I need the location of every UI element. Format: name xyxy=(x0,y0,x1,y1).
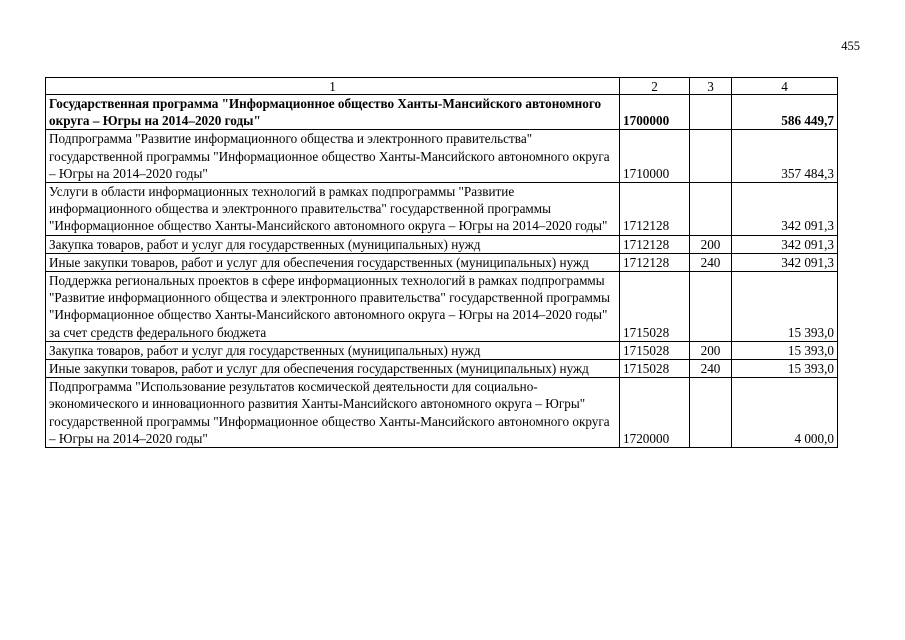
row-name-cell: Подпрограмма "Использование результатов космической деятельности для социально-экономического и инновационного развития Ханты-Мансийского автономного округа – Югры" государственной программы "Информационное общество Ханты-Мансийского автономного округа – Югры на 2014–2020 годы" xyxy=(46,378,620,448)
row-expense-type-cell xyxy=(690,95,732,130)
row-name-cell: Закупка товаров, работ и услуг для государственных (муниципальных) нужд xyxy=(46,341,620,359)
row-expense-type-cell: 240 xyxy=(690,360,732,378)
row-name-cell: Подпрограмма "Развитие информационного общества и электронного правительства" государственной программы "Информационное общество Ханты-Мансийского автономного округа – Югры на 2014–2020 годы" xyxy=(46,130,620,183)
column-header-2: 2 xyxy=(620,78,690,95)
table-row xyxy=(46,253,838,271)
table-row xyxy=(46,95,838,130)
row-code-cell: 1700000 xyxy=(620,95,690,130)
row-code-cell: 1715028 xyxy=(620,272,690,342)
row-name-cell: Услуги в области информационных технологий в рамках подпрограммы "Развитие информационного общества и электронного правительства" государственной программы "Информационное общество Ханты-Мансийского автономного округа – Югры на 2014–2020 годы" xyxy=(46,183,620,236)
row-amount-cell: 586 449,7 xyxy=(732,95,838,130)
row-amount-cell: 15 393,0 xyxy=(732,272,838,342)
row-expense-type-cell: 240 xyxy=(690,253,732,271)
table-row xyxy=(46,183,838,236)
column-header-1: 1 xyxy=(46,78,620,95)
header-row xyxy=(46,78,838,95)
row-amount-cell: 342 091,3 xyxy=(732,183,838,236)
row-name-cell: Поддержка региональных проектов в сфере информационных технологий в рамках подпрограммы "Развитие информационного общества и электронного правительства" государственной программы "Информационное общество Ханты-Мансийского автономного округа – Югры на 2014–2020 годы" за счет средств федерального бюджета xyxy=(46,272,620,342)
row-amount-cell: 15 393,0 xyxy=(732,341,838,359)
row-code-cell: 1712128 xyxy=(620,183,690,236)
row-expense-type-cell xyxy=(690,272,732,342)
row-code-cell: 1712128 xyxy=(620,253,690,271)
table-row xyxy=(46,235,838,253)
table-row xyxy=(46,378,838,448)
row-amount-cell: 342 091,3 xyxy=(732,253,838,271)
budget-table xyxy=(45,77,838,448)
row-name-cell: Закупка товаров, работ и услуг для государственных (муниципальных) нужд xyxy=(46,235,620,253)
table-row xyxy=(46,130,838,183)
row-code-cell: 1712128 xyxy=(620,235,690,253)
row-amount-cell: 15 393,0 xyxy=(732,360,838,378)
table-header xyxy=(46,78,838,95)
column-header-3: 3 xyxy=(690,78,732,95)
row-code-cell: 1710000 xyxy=(620,130,690,183)
row-expense-type-cell xyxy=(690,130,732,183)
page-number: 455 xyxy=(841,39,860,53)
row-expense-type-cell xyxy=(690,378,732,448)
row-code-cell: 1715028 xyxy=(620,360,690,378)
row-amount-cell: 342 091,3 xyxy=(732,235,838,253)
row-name-cell: Государственная программа "Информационное общество Ханты-Мансийского автономного округа – Югры на 2014–2020 годы" xyxy=(46,95,620,130)
row-name-cell: Иные закупки товаров, работ и услуг для обеспечения государственных (муниципальных) нужд xyxy=(46,360,620,378)
column-header-4: 4 xyxy=(732,78,838,95)
row-expense-type-cell: 200 xyxy=(690,341,732,359)
row-expense-type-cell xyxy=(690,183,732,236)
table-row xyxy=(46,272,838,342)
row-expense-type-cell: 200 xyxy=(690,235,732,253)
table-body xyxy=(46,95,838,448)
row-code-cell: 1715028 xyxy=(620,341,690,359)
row-amount-cell: 4 000,0 xyxy=(732,378,838,448)
table-row xyxy=(46,360,838,378)
row-name-cell: Иные закупки товаров, работ и услуг для обеспечения государственных (муниципальных) нужд xyxy=(46,253,620,271)
row-code-cell: 1720000 xyxy=(620,378,690,448)
table-row xyxy=(46,341,838,359)
row-amount-cell: 357 484,3 xyxy=(732,130,838,183)
